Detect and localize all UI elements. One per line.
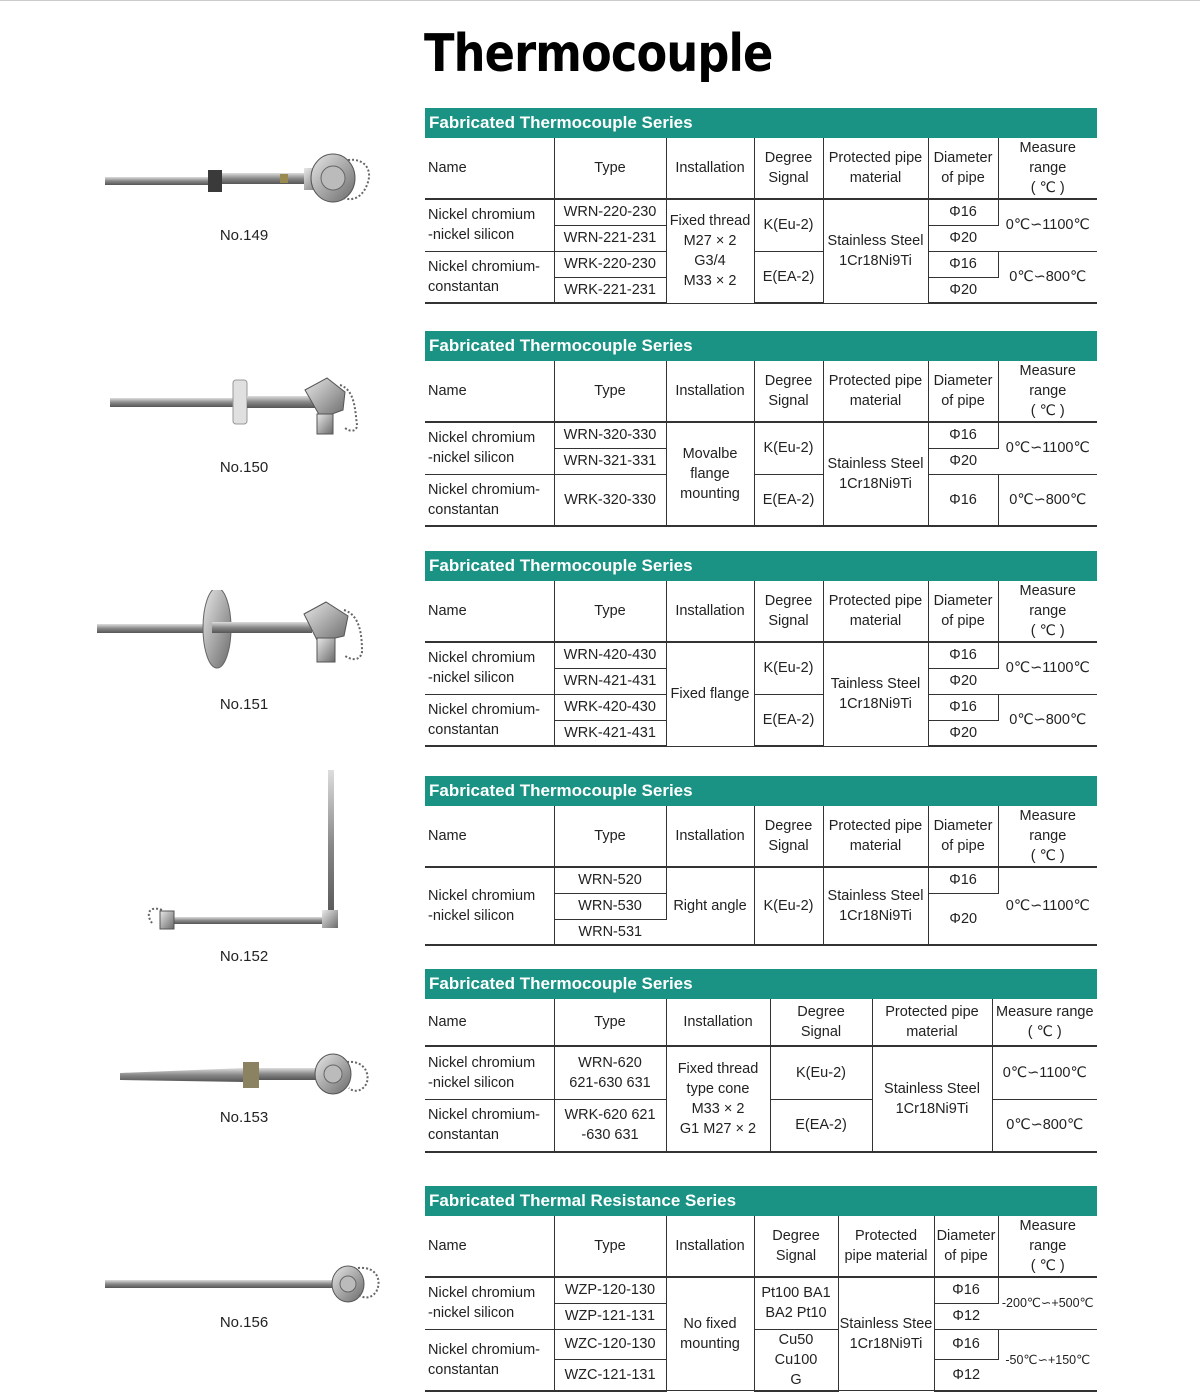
header-protected-pipe: Protected pipe material bbox=[823, 138, 928, 199]
cell-name: Nickel chromium- constantan bbox=[425, 251, 554, 303]
cell-name: Nickel chromium -nickel silicon bbox=[425, 642, 554, 694]
header-diameter: Diameter of pipe bbox=[928, 361, 998, 422]
cell-type: WRN-531 bbox=[554, 919, 666, 945]
header-protected-pipe: Protected pipe material bbox=[823, 581, 928, 642]
cell-name: Nickel chromium- constantan bbox=[425, 1329, 554, 1391]
header-protected-pipe: Protected pipe material bbox=[823, 361, 928, 422]
header-protected-pipe: Protected pipe material bbox=[823, 806, 928, 867]
cell-type: WRN-321-331 bbox=[554, 448, 666, 474]
cell-type: WRK-421-431 bbox=[554, 720, 666, 746]
page-title: Thermocouple bbox=[424, 24, 773, 84]
series-table-149 bbox=[425, 108, 1097, 304]
product-label-152: No.152 bbox=[219, 948, 269, 965]
cell-name: Nickel chromium -nickel silicon bbox=[425, 1277, 554, 1329]
header-diameter: Diameter of pipe bbox=[928, 138, 998, 199]
cell-type: WZP-120-130 bbox=[554, 1277, 666, 1303]
cell-signal: K(Eu-2) bbox=[770, 1046, 872, 1099]
cell-signal: K(Eu-2) bbox=[754, 867, 823, 945]
header-installation: Installation bbox=[666, 806, 754, 867]
cell-name: Nickel chromium -nickel silicon bbox=[425, 422, 554, 474]
product-label-153: No.153 bbox=[219, 1109, 269, 1126]
cell-diameter: Φ20 bbox=[928, 893, 998, 945]
spec-table bbox=[425, 999, 1097, 1153]
header-type: Type bbox=[554, 361, 666, 422]
cell-name: Nickel chromium -nickel silicon bbox=[425, 1046, 554, 1099]
header-name: Name bbox=[425, 581, 554, 642]
header-degree-signal: Degree Signal bbox=[770, 999, 872, 1046]
cell-signal: E(EA-2) bbox=[754, 694, 823, 746]
cell-diameter: Φ16 bbox=[928, 251, 998, 277]
cell-type: WRK-320-330 bbox=[554, 474, 666, 526]
series-table-156 bbox=[425, 1186, 1097, 1392]
cell-range: -200℃∽+500℃ bbox=[998, 1277, 1097, 1329]
spec-table bbox=[425, 806, 1097, 946]
thermocouple-image-150 bbox=[105, 370, 405, 450]
cell-range: 0℃∽800℃ bbox=[998, 474, 1097, 526]
product-label-151: No.151 bbox=[219, 696, 269, 713]
cell-installation: Fixed flange bbox=[666, 642, 754, 746]
header-degree-signal: Degree Signal bbox=[754, 361, 823, 422]
cell-signal: Cu50 Cu100 G bbox=[754, 1329, 838, 1391]
header-measure-range: Measure range ( ℃ ) bbox=[998, 581, 1097, 642]
cell-type: WRN-530 bbox=[554, 893, 666, 919]
header-measure-range: Measure range ( ℃ ) bbox=[992, 999, 1097, 1046]
series-title: Fabricated Thermocouple Series bbox=[425, 108, 1097, 138]
cell-name: Nickel chromium- constantan bbox=[425, 474, 554, 526]
cell-type: WRN-220-230 bbox=[554, 199, 666, 225]
header-type: Type bbox=[554, 138, 666, 199]
header-diameter: Diameter of pipe bbox=[934, 1216, 998, 1277]
cell-type: WRK-620 621 -630 631 bbox=[554, 1099, 666, 1152]
header-measure-range: Measure range ( ℃ ) bbox=[998, 138, 1097, 199]
cell-type: WRN-421-431 bbox=[554, 668, 666, 694]
cell-diameter: Φ12 bbox=[934, 1303, 998, 1329]
thermocouple-image-149 bbox=[100, 140, 400, 230]
cell-type: WRN-520 bbox=[554, 867, 666, 893]
cell-range: 0℃∽1100℃ bbox=[998, 422, 1097, 474]
header-degree-signal: Degree Signal bbox=[754, 806, 823, 867]
cell-signal: K(Eu-2) bbox=[754, 642, 823, 694]
cell-diameter: Φ16 bbox=[934, 1329, 998, 1360]
cell-signal: E(EA-2) bbox=[754, 474, 823, 526]
cell-range: 0℃∽1100℃ bbox=[998, 867, 1097, 945]
cell-material: Tainless Steel 1Cr18Ni9Ti bbox=[823, 642, 928, 746]
cell-diameter: Φ16 bbox=[928, 474, 998, 526]
product-label-149: No.149 bbox=[219, 227, 269, 244]
header-degree-signal: Degree Signal bbox=[754, 138, 823, 199]
series-title: Fabricated Thermocouple Series bbox=[425, 331, 1097, 361]
cell-diameter: Φ16 bbox=[934, 1277, 998, 1303]
series-table-152 bbox=[425, 776, 1097, 946]
series-table-150 bbox=[425, 331, 1097, 527]
cell-material: Stainless Steel 1Cr18Ni9Ti bbox=[823, 199, 928, 303]
header-degree-signal: Degree Signal bbox=[754, 1216, 838, 1277]
series-table-153 bbox=[425, 969, 1097, 1153]
thermocouple-image-156 bbox=[100, 1260, 390, 1310]
spec-table bbox=[425, 1216, 1097, 1392]
spec-table bbox=[425, 361, 1097, 527]
thermocouple-image-151 bbox=[92, 590, 402, 680]
cell-type: WRK-420-430 bbox=[554, 694, 666, 720]
thermocouple-image-153 bbox=[115, 1050, 385, 1110]
header-installation: Installation bbox=[666, 999, 770, 1046]
series-title: Fabricated Thermocouple Series bbox=[425, 969, 1097, 999]
cell-range: 0℃∽800℃ bbox=[998, 251, 1097, 303]
cell-diameter: Φ16 bbox=[928, 422, 998, 448]
header-measure-range: Measure range ( ℃ ) bbox=[998, 806, 1097, 867]
cell-type: WZC-120-130 bbox=[554, 1329, 666, 1360]
cell-type: WRK-221-231 bbox=[554, 277, 666, 303]
header-degree-signal: Degree Signal bbox=[754, 581, 823, 642]
series-title: Fabricated Thermocouple Series bbox=[425, 776, 1097, 806]
cell-type: WZP-121-131 bbox=[554, 1303, 666, 1329]
cell-type: WZC-121-131 bbox=[554, 1360, 666, 1391]
top-divider bbox=[0, 0, 1200, 1]
cell-installation: Fixed thread type cone M33 × 2 G1 M27 × 2 bbox=[666, 1046, 770, 1152]
cell-type: WRN-620 621-630 631 bbox=[554, 1046, 666, 1099]
cell-diameter: Φ20 bbox=[928, 668, 998, 694]
cell-type: WRK-220-230 bbox=[554, 251, 666, 277]
cell-installation: Fixed thread M27 × 2 G3/4 M33 × 2 bbox=[666, 199, 754, 303]
header-measure-range: Measure range ( ℃ ) bbox=[998, 1216, 1097, 1277]
cell-type: WRN-420-430 bbox=[554, 642, 666, 668]
product-label-150: No.150 bbox=[219, 459, 269, 476]
product-label-156: No.156 bbox=[219, 1314, 269, 1331]
thermocouple-image-152 bbox=[140, 765, 350, 940]
cell-material: Stainless Stee 1Cr18Ni9Ti bbox=[838, 1277, 934, 1391]
header-installation: Installation bbox=[666, 1216, 754, 1277]
cell-diameter: Φ12 bbox=[934, 1360, 998, 1391]
header-diameter: Diameter of pipe bbox=[928, 806, 998, 867]
cell-installation: Movalbe flange mounting bbox=[666, 422, 754, 526]
cell-installation: No fixed mounting bbox=[666, 1277, 754, 1391]
cell-range: 0℃∽1100℃ bbox=[998, 199, 1097, 251]
series-table-151 bbox=[425, 551, 1097, 747]
header-name: Name bbox=[425, 999, 554, 1046]
header-name: Name bbox=[425, 806, 554, 867]
cell-diameter: Φ16 bbox=[928, 694, 998, 720]
cell-diameter: Φ20 bbox=[928, 720, 998, 746]
header-type: Type bbox=[554, 1216, 666, 1277]
cell-diameter: Φ20 bbox=[928, 277, 998, 303]
cell-type: WRN-320-330 bbox=[554, 422, 666, 448]
cell-range: 0℃∽800℃ bbox=[998, 694, 1097, 746]
cell-diameter: Φ20 bbox=[928, 225, 998, 251]
cell-type: WRN-221-231 bbox=[554, 225, 666, 251]
cell-diameter: Φ16 bbox=[928, 199, 998, 225]
cell-signal: E(EA-2) bbox=[754, 251, 823, 303]
header-installation: Installation bbox=[666, 138, 754, 199]
cell-range: 0℃∽1100℃ bbox=[992, 1046, 1097, 1099]
cell-signal: E(EA-2) bbox=[770, 1099, 872, 1152]
cell-diameter: Φ20 bbox=[928, 448, 998, 474]
cell-name: Nickel chromium -nickel silicon bbox=[425, 867, 554, 945]
cell-diameter: Φ16 bbox=[928, 642, 998, 668]
header-protected-pipe: Protected pipe material bbox=[838, 1216, 934, 1277]
cell-range: 0℃∽1100℃ bbox=[998, 642, 1097, 694]
header-type: Type bbox=[554, 806, 666, 867]
header-name: Name bbox=[425, 138, 554, 199]
cell-name: Nickel chromium -nickel silicon bbox=[425, 199, 554, 251]
cell-signal: K(Eu-2) bbox=[754, 199, 823, 251]
header-installation: Installation bbox=[666, 581, 754, 642]
series-title: Fabricated Thermocouple Series bbox=[425, 551, 1097, 581]
spec-table bbox=[425, 581, 1097, 747]
header-installation: Installation bbox=[666, 361, 754, 422]
header-diameter: Diameter of pipe bbox=[928, 581, 998, 642]
header-name: Name bbox=[425, 1216, 554, 1277]
cell-installation: Right angle bbox=[666, 867, 754, 945]
series-title: Fabricated Thermal Resistance Series bbox=[425, 1186, 1097, 1216]
cell-name: Nickel chromium- constantan bbox=[425, 694, 554, 746]
header-type: Type bbox=[554, 999, 666, 1046]
cell-range: 0℃∽800℃ bbox=[992, 1099, 1097, 1152]
header-measure-range: Measure range ( ℃ ) bbox=[998, 361, 1097, 422]
cell-range: -50℃∽+150℃ bbox=[998, 1329, 1097, 1391]
cell-material: Stainless Steel 1Cr18Ni9Ti bbox=[823, 867, 928, 945]
cell-diameter: Φ16 bbox=[928, 867, 998, 893]
header-name: Name bbox=[425, 361, 554, 422]
header-type: Type bbox=[554, 581, 666, 642]
cell-material: Stainless Steel 1Cr18Ni9Ti bbox=[823, 422, 928, 526]
cell-name: Nickel chromium- constantan bbox=[425, 1099, 554, 1152]
header-protected-pipe: Protected pipe material bbox=[872, 999, 992, 1046]
cell-signal: K(Eu-2) bbox=[754, 422, 823, 474]
cell-signal: Pt100 BA1 BA2 Pt10 bbox=[754, 1277, 838, 1329]
spec-table bbox=[425, 138, 1097, 304]
cell-material: Stainless Steel 1Cr18Ni9Ti bbox=[872, 1046, 992, 1152]
